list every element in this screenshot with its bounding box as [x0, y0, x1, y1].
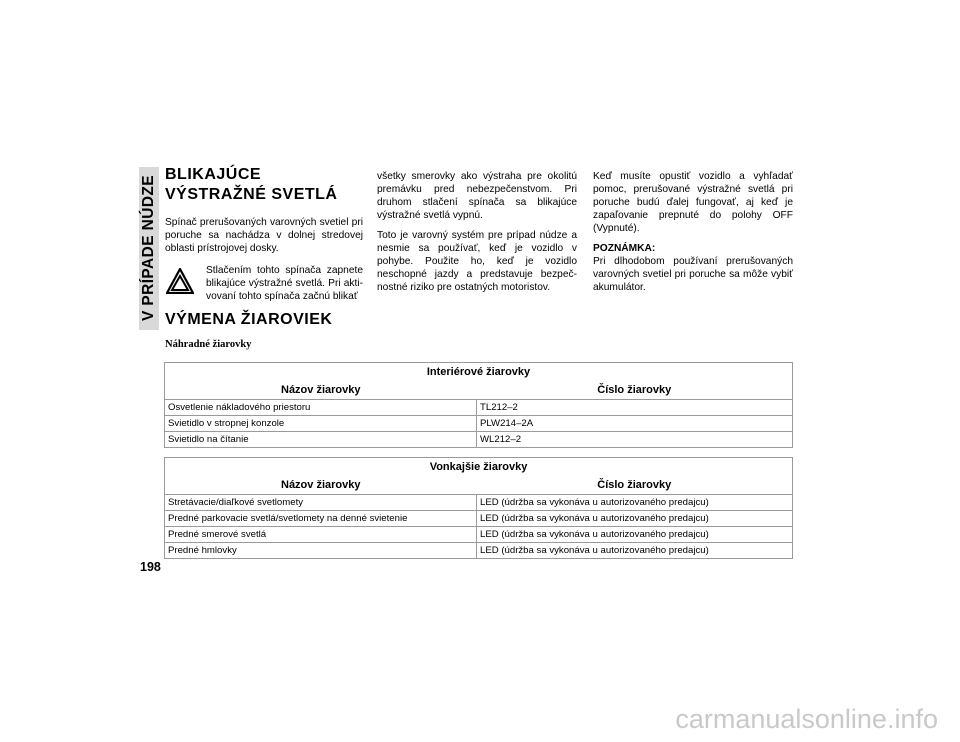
bulb-number: LED (údržba sa vykonáva u autorizovaného predajcu) [477, 495, 793, 511]
table-row [165, 543, 793, 559]
hazard-icon-text: Stlačením tohto spínača zapnete blikajúce výstražné svetlá. Pri akti-vovaní tohto spínača začnú blikať [206, 265, 363, 302]
table-row [165, 527, 793, 543]
note-title: POZNÁMKA: [593, 243, 656, 254]
col3-paragraph-1: Keď musíte opustiť vozidlo a vyhľadať pomoc, prerušované výstražné svetlá pri poruche budú ďalej fungovať, aj keď je zapaľovanie prepnuté do polohy OFF (Vypnuté). [593, 171, 793, 234]
bulb-name: Svietidlo na čítanie [165, 432, 477, 448]
column-3 [593, 170, 793, 294]
bulb-number: TL212–2 [477, 400, 793, 416]
note-text: Pri dlhodobom používaní prerušovaných varovných svetiel pri poruche sa môže vybiť akumulátor. [593, 256, 793, 293]
exterior-col-name-header: Názov žiarovky [165, 476, 477, 495]
bulb-name: Osvetlenie nákladového priestoru [165, 400, 477, 416]
bulb-number: PLW214–2A [477, 416, 793, 432]
section-tab-label: V PRÍPADE NÚDZE [140, 174, 157, 322]
col2-paragraph-2: Toto je varovný systém pre prípad núdze a nesmie sa používať, keď je vozidlo v pohybe. Použite ho, keď je vozidlo neschopné jazdy a predstavuje bezpeč-nostné riziko pre ostatných motoristov. [377, 230, 577, 293]
bulb-number: LED (údržba sa vykonáva u autorizovaného predajcu) [477, 543, 793, 559]
interior-table-title: Interiérové žiarovky [165, 363, 793, 382]
interior-col-name-header: Názov žiarovky [165, 381, 477, 400]
exterior-bulbs-table [164, 457, 793, 559]
column-2 [377, 170, 577, 301]
interior-bulbs-table [164, 362, 793, 448]
table-row [165, 432, 793, 448]
bulb-name: Stretávacie/diaľkové svetlomety [165, 495, 477, 511]
bulb-name: Svietidlo v stropnej konzole [165, 416, 477, 432]
interior-col-number-header: Číslo žiarovky [477, 381, 793, 400]
col2-paragraph-1: všetky smerovky ako výstraha pre okolitú premávku pred nebezpečenstvom. Pri druhom stlačení spínača sa blikajúce výstražné svetlá vypnú. [377, 171, 577, 221]
bulb-name: Predné parkovacie svetlá/svetlomety na denné svietenie [165, 511, 477, 527]
bulb-name: Predné smerové svetlá [165, 527, 477, 543]
hazard-intro: Spínač prerušovaných varovných svetiel pri poruche sa nachádza v dolnej stredovej oblasti prístrojovej dosky. [165, 217, 363, 254]
bulb-name: Predné hmlovky [165, 543, 477, 559]
page-number: 198 [140, 560, 161, 574]
bulb-number: LED (údržba sa vykonáva u autorizovaného predajcu) [477, 511, 793, 527]
hazard-warning-triangle-icon [166, 268, 194, 294]
bulb-number: LED (údržba sa vykonáva u autorizovaného predajcu) [477, 527, 793, 543]
replacement-bulbs-subheading: Náhradné žiarovky [165, 339, 252, 350]
bulb-replacement-heading: VÝMENA ŽIAROVIEK [165, 311, 333, 328]
table-row [165, 495, 793, 511]
bulb-number: WL212–2 [477, 432, 793, 448]
table-row [165, 416, 793, 432]
table-row [165, 400, 793, 416]
hazard-intro-column [165, 216, 363, 262]
exterior-table-title: Vonkajšie žiarovky [165, 458, 793, 477]
watermark: carmanualsonline.info [675, 704, 938, 734]
hazard-heading: BLIKAJÚCE VÝSTRAŽNÉ SVETLÁ [165, 166, 338, 203]
exterior-col-number-header: Číslo žiarovky [477, 476, 793, 495]
table-row [165, 511, 793, 527]
